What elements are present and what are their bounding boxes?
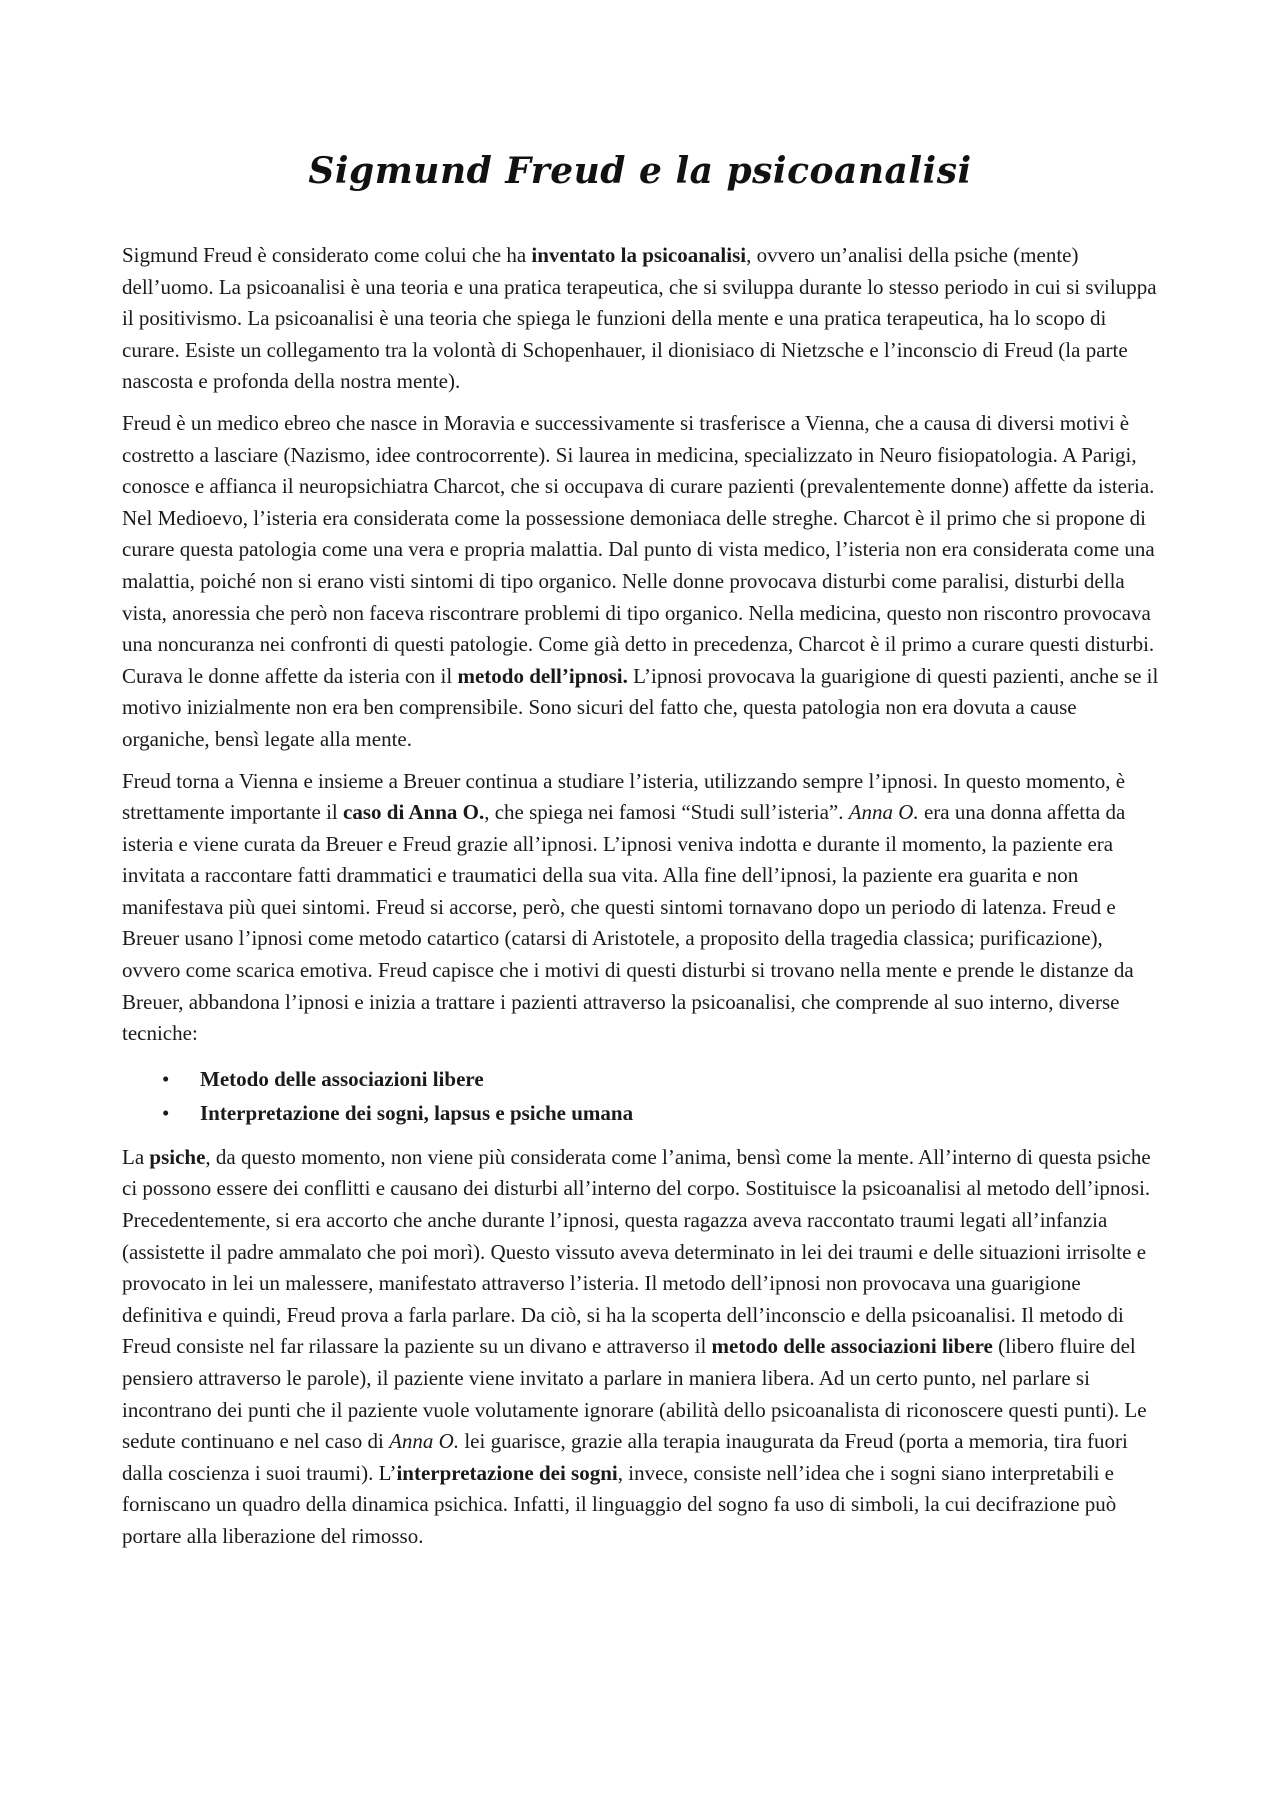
text-run: Sigmund Freud è considerato come colui che ha — [122, 243, 532, 267]
text-run: , che spiega nei famosi “Studi sull’isteria”. — [484, 800, 849, 825]
document-body — [122, 240, 1162, 1553]
text-run: , invece, consiste nell’idea che i sogni siano interpretabili e forniscano un quadro della dinamica psichica. Infatti, il linguaggio del sogno fa uso di simboli, la cui decifrazione può portare alla liberazione del rimosso. — [122, 1460, 1117, 1548]
text-run: , ovvero un’analisi della psiche (mente) dell’uomo. La psicoanalisi è una teoria e una pratica terapeutica, che si sviluppa durante lo stesso periodo in cui si sviluppa il positivismo. La psicoanalisi è una teoria che spiega le funzioni della mente e una pratica terapeutica, ha lo scopo di curare. Esiste un collegamento tra la volontà di Schopenhauer, il dionisiaco di Nietzsche e l’inconscio di Freud (la parte nascosta e profonda della nostra mente). — [122, 243, 1157, 394]
paragraph-intro — [122, 240, 1162, 398]
bold-term: inventato la psicoanalisi — [531, 243, 747, 267]
list-item: • Metodo delle associazioni libere — [200, 1062, 1162, 1096]
bold-term: metodo delle associazioni libere — [711, 1334, 993, 1359]
paragraph-anna-o — [122, 766, 1162, 1050]
bold-term: metodo dell’ipnosi. — [457, 663, 628, 688]
bold-term: caso di Anna O. — [343, 800, 485, 825]
techniques-list — [122, 1062, 1162, 1130]
paragraph-biography — [122, 408, 1162, 756]
text-run: L’ipnosi provocava la guarigione di questi pazienti, anche se il motivo inizialmente non era ben comprensibile. Sono sicuri del fatto che, questa patologia non era dovuta a cause organiche, bensì legate alla mente. — [122, 663, 1159, 751]
text-run: Freud è un medico ebreo che nasce in Moravia e successivamente si trasferisce a Vienna, che a causa di diversi motivi è costretto a lasciare (Nazismo, idee controcorrente). Si laurea in medicina, specializzato in Neuro fisiopatologia. A Parigi, conosce e affianca il neuropsichiatra Charcot, che si occupava di curare pazienti (prevalentemente donne) affette da isteria. Nel Medioevo, l’isteria era considerata come la possessione demoniaca delle streghe. Charcot è il primo che si propone di curare questa patologia come una vera e propria malattia. Dal punto di vista medico, l’isteria non era considerata come una malattia, poiché non si erano visti sintomi di tipo organico. Nelle donne provocava disturbi come paralisi, disturbi della vista, anoressia che però non faceva riscontrare problemi di tipo organico. Nella medicina, questo non riscontro provocava una noncuranza nei confronti di questi patologie. Come già detto in precedenza, Charcot è il primo a curare questi disturbi. Curava le donne affette da isteria con il — [122, 410, 1155, 688]
text-run: lei guarisce, grazie alla terapia inaugurata da Freud (porta a memoria, tira fuori dalla coscienza i suoi traumi). L’ — [122, 1429, 1128, 1485]
list-item: • Interpretazione dei sogni, lapsus e psiche umana — [200, 1096, 1162, 1130]
paragraph-psiche — [122, 1142, 1162, 1553]
text-run: (libero fluire del pensiero attraverso le parole), il paziente viene invitato a parlare in maniera libera. Ad un certo punto, nel parlare si incontrano dei punti che il paziente vuole volutamente ignorare (abilità dello psicoanalista di riconoscere questi punti). Le sedute continuano e nel caso di — [122, 1334, 1147, 1454]
text-run: , da questo momento, non viene più considerata come l’anima, bensì come la mente. All’interno di questa psiche ci possono essere dei conflitti e causano dei disturbi all’interno del corpo. Sostituisce la psicoanalisi al metodo dell’ipnosi. Precedentemente, si era accorto che anche durante l’ipnosi, questa ragazza aveva raccontato traumi legati all’infanzia (assistette il padre ammalato che poi morì). Questo vissuto aveva determinato in lei dei traumi e delle situazioni irrisolte e provocato in lei un malessere, manifestato attraverso l’isteria. Il metodo dell’ipnosi non provocava una guarigione definitiva e quindi, Freud prova a farla parlare. Da ciò, si ha la scoperta dell’inconscio e della psicoanalisi. Il metodo di Freud consiste nel far rilassare la paziente su un divano e attraverso il — [122, 1144, 1151, 1359]
text-run: Freud torna a Vienna e insieme a Breuer continua a studiare l’isteria, utilizzando sempre l’ipnosi. In questo momento, è strettamente importante il — [122, 768, 1126, 825]
bold-term: psiche — [149, 1144, 206, 1169]
italic-term: Anna O. — [848, 800, 919, 825]
document-title: Sigmund Freud e la psicoanalisi — [308, 150, 972, 192]
text-run: era una donna affetta da isteria e viene curata da Breuer e Freud grazie all’ipnosi. L’ipnosi veniva indotta e durante il momento, la paziente era invitata a raccontare fatti drammatici e traumatici della sua vita. Alla fine dell’ipnosi, la paziente era guarita e non manifestava più quei sintomi. Freud si accorse, però, che questi sintomi tornavano dopo un periodo di latenza. Freud e Breuer usano l’ipnosi come metodo catartico (catarsi di Aristotele, a proposito della tragedia classica; purificazione), ovvero come scarica emotiva. Freud capisce che i motivi di questi disturbi si trovano nella mente e prende le distanze da Breuer, abbandona l’ipnosi e inizia a trattare i pazienti attraverso la psicoanalisi, che comprende al suo interno, diverse tecniche: — [122, 800, 1134, 1046]
bold-term: interpretazione dei sogni — [396, 1460, 618, 1485]
text-run: La — [122, 1144, 150, 1169]
italic-term: Anna O. — [389, 1429, 460, 1454]
